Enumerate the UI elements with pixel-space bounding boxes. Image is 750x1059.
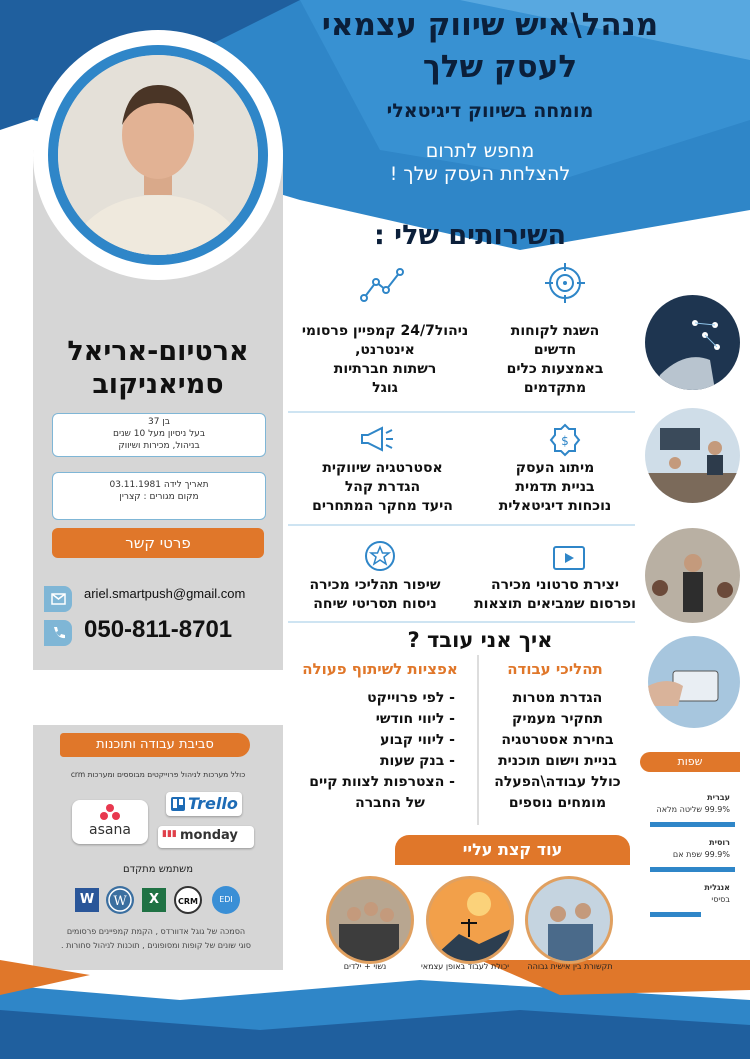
lang-english-name: אנגלית: [704, 883, 730, 892]
about-caption-communication: תקשורת בין אישית גבוהה: [527, 962, 613, 971]
service-sales-process: שיפור תהליכי מכירה ניסוח תסריטי שיחה: [309, 577, 441, 612]
list-item: מומחים נוספים: [508, 795, 607, 811]
communication-image: [525, 876, 613, 964]
lang-english-level: בסיסי: [711, 895, 730, 904]
phone-number[interactable]: 050-811-8701: [84, 616, 233, 643]
independent-work-image: [426, 876, 514, 964]
list-item: בניית וישום תוכנית: [498, 753, 617, 769]
about-caption-family: נשוי + ילדים: [343, 962, 387, 971]
svg-text:W: W: [113, 894, 127, 909]
cooperation-list: [285, 688, 475, 814]
word-icon: W: [75, 888, 99, 912]
trello-logo: Trello: [166, 792, 242, 816]
info-experience: בעל ניסיון מעל 10 שנים: [112, 429, 206, 439]
lang-russian-bar: [650, 867, 735, 872]
asana-logo: asana: [72, 800, 148, 844]
speaker-image: [645, 528, 740, 623]
meeting-image: [645, 408, 740, 503]
list-item: תחקיר מעמיק: [512, 711, 603, 727]
cooperation-title: אפציות לשיתוף פעולה: [302, 660, 458, 678]
list-item: - לפי פרוייקט: [367, 690, 455, 706]
star-badge-icon: [364, 540, 396, 572]
family-image: [326, 876, 414, 964]
list-item: - בנק שעות: [379, 753, 455, 769]
process-title: תהליכי עבודה: [507, 660, 603, 678]
service-sales-videos: יצירת סרטוני מכירה ופרסום שמביאים תוצאות: [474, 577, 636, 612]
mail-icon[interactable]: [44, 586, 72, 612]
list-item: - ליווי חודשי: [375, 711, 455, 727]
profile-photo: [48, 45, 268, 265]
service-new-clients: השגת לקוחות חדשים באמצעות כלים מתקדמים: [506, 323, 604, 396]
lang-russian-level: 99.9% שפת אם: [672, 850, 730, 859]
info-age: בן 37: [148, 417, 170, 427]
phone-icon[interactable]: [44, 620, 72, 646]
service-strategy: אסטרטגיה שיווקית הגדרת קהל היעד מחקר המתחרים: [312, 460, 453, 514]
crm-icon: CRM: [174, 886, 202, 914]
info-residence: מקום מגורים : קצרין: [119, 492, 199, 502]
dollar-badge-icon: [548, 423, 582, 457]
email-link[interactable]: ariel.smartpush@gmail.com: [84, 586, 246, 601]
excel-icon: X: [142, 888, 166, 912]
contact-details-button[interactable]: פרטי קשר: [52, 528, 264, 558]
lang-hebrew-bar: [650, 822, 735, 827]
tools-description: כולל מערכות לניהול פרוייקטים מבוססים ומערכות crm: [70, 770, 246, 779]
process-list: [485, 688, 630, 814]
tools-footer-line2: סוגי שונים של קופות ומסופונים , תוכנות לניהול סחורות .: [61, 941, 251, 950]
profile-name-line1: ארטיום-אריאל: [67, 336, 249, 367]
header-subtitle: מומחה בשיווק דיגיטאלי: [386, 100, 594, 122]
tablet-image: [648, 636, 740, 728]
header-title-line1: מנהל\איש שיווק עצמאי: [321, 7, 659, 43]
edi-icon: EDI: [212, 886, 240, 914]
info-birthdate: תאריך לידה 03.11.1981: [109, 480, 209, 490]
list-item: - ליווי קבוע: [380, 732, 455, 748]
svg-text:$: $: [561, 434, 569, 448]
languages-title: שפות: [640, 752, 740, 772]
header-title-line2: לעסק שלך: [422, 49, 578, 85]
list-item: הגדרת מטרות: [512, 690, 603, 706]
list-item: כולל עבודה\הפעלה: [494, 774, 621, 790]
list-item: - הצטרפות לצוות קיים: [309, 774, 455, 790]
profile-name-line2: סמיאניקוב: [92, 369, 224, 400]
lang-english-bar: [650, 912, 701, 917]
info-fields: בניהול, מכירות ושיווק: [118, 441, 200, 451]
services-heading: השירותים שלי :: [373, 220, 567, 251]
person-avatar-icon: [58, 55, 258, 255]
lang-hebrew-name: עברית: [707, 793, 730, 802]
video-icon: [552, 543, 586, 573]
tools-footer: [36, 925, 276, 953]
info-box-birth: [52, 472, 266, 520]
service-campaign: ניהול24/7 קמפיין פרסומי אינטרנט, רשתות חברתיות גוגל: [301, 323, 469, 396]
advanced-user-label: משתמש מתקדם: [122, 864, 194, 875]
target-icon: [545, 263, 585, 303]
list-item: בחירת אסטרטגיה: [501, 732, 614, 748]
about-caption-independent: יכולת לעבוד באופן עצמאי: [420, 962, 509, 971]
tools-footer-line1: הסמכה של גוגל אדוורדס , הקמת קמפיינים פרסומים: [66, 927, 246, 936]
info-box-age: [52, 413, 266, 457]
business-network-image: [645, 295, 740, 390]
header-tagline-1: מחפש לתרום: [425, 140, 535, 162]
wordpress-icon: [106, 886, 134, 914]
megaphone-icon: [358, 425, 398, 453]
tools-title: סביבת עבודה ותוכנות: [60, 733, 250, 757]
monday-logo: ▮▮▮ monday: [158, 826, 254, 848]
list-item: של החברה: [355, 795, 425, 811]
how-heading: איך אני עובד ?: [407, 628, 553, 652]
line-chart-icon: [360, 268, 404, 302]
lang-hebrew-level: 99.9% שליטה מלאה: [656, 805, 730, 814]
service-branding: מיתוג העסק בניית תדמית נוכחות דיגיטאלית: [498, 460, 612, 514]
lang-russian-name: רוסית: [709, 838, 730, 847]
about-title: עוד קצת עליי: [395, 835, 630, 865]
header-tagline-2: להצלחת העסק שלך !: [389, 163, 571, 185]
